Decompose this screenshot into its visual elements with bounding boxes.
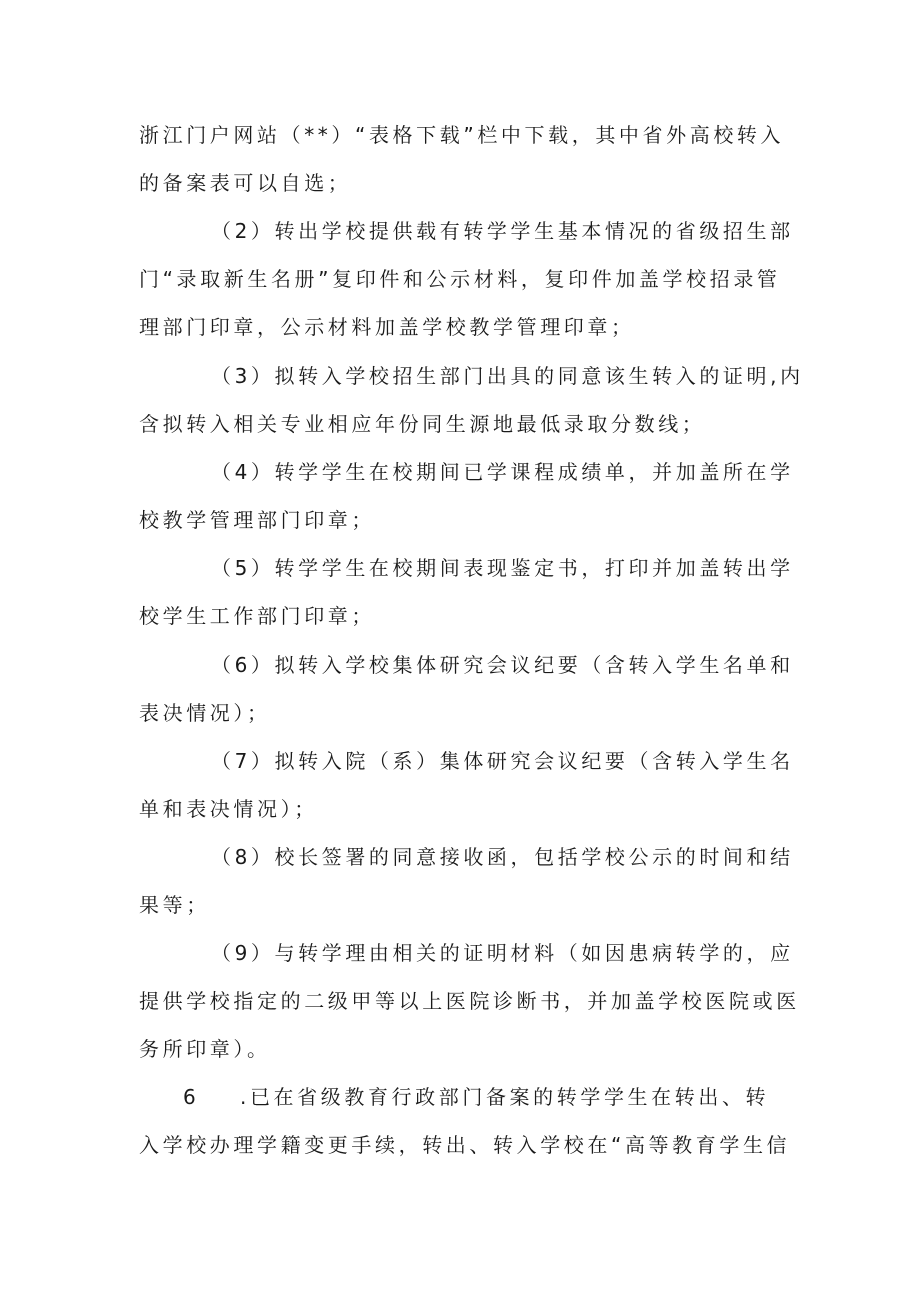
list-item-9-line: （9）与转学理由相关的证明材料（如因患病转学的，应: [211, 941, 794, 965]
text-line: 含拟转入相关专业相应年份同生源地最低录取分数线；: [139, 412, 706, 436]
text-line: 单和表决情况）；: [139, 797, 318, 821]
text-line: 浙江门户网站（**）“表格下载”栏中下载，其中省外高校转入: [139, 123, 785, 147]
list-item-6-line: （6）拟转入学校集体研究会议纪要（含转入学生名单和: [211, 653, 794, 677]
text-line: 理部门印章，公示材料加盖学校教学管理印章；: [139, 315, 635, 339]
section-6-line: .已在省级教育行政部门备案的转学学生在转出、转: [240, 1085, 770, 1109]
list-item-8-line: （8）校长签署的同意接收函，包括学校公示的时间和结: [211, 845, 794, 869]
list-item-3-line: （3）拟转入学校招生部门出具的同意该生转入的证明,内: [211, 364, 804, 388]
text-line: 提供学校指定的二级甲等以上医院诊断书，并加盖学校医院或医: [139, 989, 800, 1013]
list-item-5-line: （5）转学学生在校期间表现鉴定书，打印并加盖转出学: [211, 556, 794, 580]
text-line: 入学校办理学籍变更手续，转出、转入学校在“高等教育学生信: [139, 1133, 791, 1157]
text-line: 门“录取新生名册”复印件和公示材料，复印件加盖学校招录管: [139, 267, 781, 291]
text-line: 校学生工作部门印章；: [139, 604, 375, 628]
list-item-4-line: （4）转学学生在校期间已学课程成绩单，并加盖所在学: [211, 460, 794, 484]
section-number: 6: [183, 1085, 196, 1109]
list-item-7-line: （7）拟转入院（系）集体研究会议纪要（含转入学生名: [211, 749, 794, 773]
list-item-2-line: （2）转出学校提供载有转学学生基本情况的省级招生部: [211, 219, 794, 243]
text-line: 果等；: [139, 893, 210, 917]
text-line: 务所印章）。: [139, 1037, 271, 1061]
text-line: 的备案表可以自选；: [139, 171, 352, 195]
text-line: 校教学管理部门印章；: [139, 508, 375, 532]
text-line: 表决情况）；: [139, 701, 271, 725]
